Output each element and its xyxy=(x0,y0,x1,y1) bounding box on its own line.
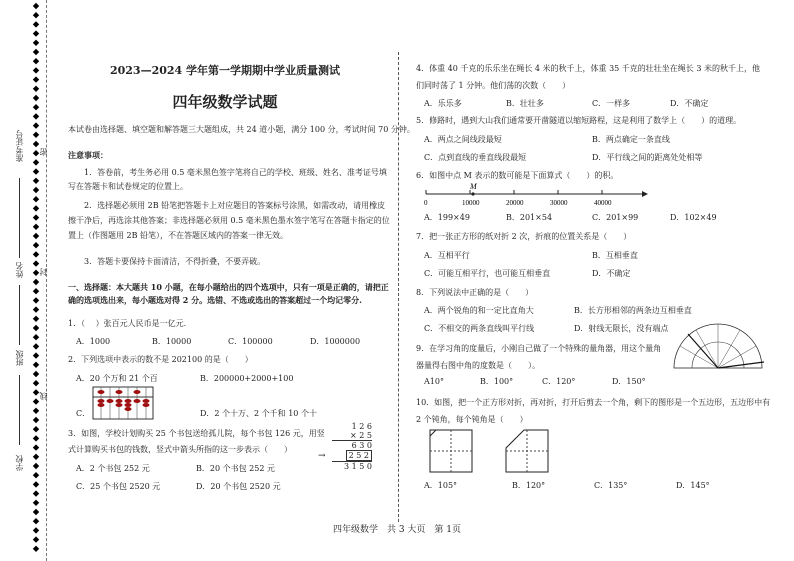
binding-dot xyxy=(33,21,39,27)
binding-dot xyxy=(33,76,39,82)
binding-dot xyxy=(33,316,39,322)
seal-line xyxy=(46,0,47,561)
q2-option-a[interactable]: A．20 个万和 21 个百 xyxy=(76,374,158,383)
binding-dot xyxy=(33,67,39,73)
binding-dot xyxy=(33,205,39,211)
q5-option-b[interactable]: B．两点确定一条直线 xyxy=(592,135,670,144)
binding-dot xyxy=(33,362,39,368)
q8-option-a[interactable]: A．两个锐角的和一定比直角大 xyxy=(424,306,534,315)
binding-dot xyxy=(33,288,39,294)
q7-option-d[interactable]: D．不确定 xyxy=(592,269,631,278)
q1-option-d[interactable]: D．1000000 xyxy=(310,337,361,346)
q9-option-d[interactable]: D．150° xyxy=(612,377,646,386)
binding-dot xyxy=(33,49,39,55)
binding-dot xyxy=(33,435,39,441)
q4-option-d[interactable]: D．不确定 xyxy=(670,99,709,108)
binding-dot xyxy=(33,113,39,119)
column-divider xyxy=(398,52,399,522)
q8-option-d[interactable]: D．射线无限长，没有端点 xyxy=(574,324,669,333)
q1-option-b[interactable]: B．10000 xyxy=(152,337,192,346)
axis-tick-4: 40000 xyxy=(594,199,612,207)
binding-dot xyxy=(33,95,39,101)
binding-dot xyxy=(33,536,39,542)
exam-id-blank xyxy=(19,178,20,258)
q6-stem: 6．如图中点 M 表示的数可能是下面算式（ ）的积。 xyxy=(416,171,619,180)
binding-dot xyxy=(33,104,39,110)
binding-dot xyxy=(33,546,39,552)
q1-option-a[interactable]: A．1000 xyxy=(76,337,111,346)
seal-char-1: 密 xyxy=(39,148,48,156)
q5-option-d[interactable]: D．平行线之间的距离处处相等 xyxy=(592,153,703,162)
q3-option-a[interactable]: A．2 个书包 252 元 xyxy=(76,464,150,473)
binding-dot xyxy=(33,187,39,193)
intro-text: 本试卷由选择题、填空题和解答题三大题组成，共 24 道小题，满分 100 分，考试时间 70 分钟。 xyxy=(68,125,415,134)
q6-option-a[interactable]: A．199×49 xyxy=(424,213,470,222)
q5-option-c[interactable]: C．点到直线的垂直线段最短 xyxy=(424,153,527,162)
q2-option-c[interactable]: C． xyxy=(76,409,91,418)
binding-dot xyxy=(33,481,39,487)
binding-dot xyxy=(33,306,39,312)
q7-option-c[interactable]: C．可能互相平行，也可能互相垂直 xyxy=(424,269,551,278)
binding-dot xyxy=(33,58,39,64)
axis-tick-2: 20000 xyxy=(506,199,524,207)
class-blank xyxy=(19,375,20,445)
note-1: 1．答卷前，考生务必用 0.5 毫米黑色签字笔将自己的学校、班级、姓名、准考证号填写在答题卡和试卷规定的位置上。 xyxy=(68,168,387,191)
abacus-image xyxy=(92,386,154,420)
q7-option-a[interactable]: A．互相平行 xyxy=(424,251,470,260)
class-label: 班级 xyxy=(15,350,24,366)
binding-dot xyxy=(33,233,39,239)
q6-option-d[interactable]: D．102×49 xyxy=(670,213,717,222)
q2-stem: 2．下列选项中表示的数不是 202100 的是（ ） xyxy=(68,355,253,364)
q5-option-a[interactable]: A．两点之间线段最短 xyxy=(424,135,502,144)
q8-option-b[interactable]: B．长方形相邻的两条边互相垂直 xyxy=(574,306,692,315)
binding-dot xyxy=(33,509,39,515)
binding-dot xyxy=(33,472,39,478)
binding-dot xyxy=(33,224,39,230)
binding-dot xyxy=(33,426,39,432)
paper-subtitle: 四年级数学试题 xyxy=(172,93,278,111)
q6-option-b[interactable]: B．201×54 xyxy=(506,213,553,222)
binding-dot xyxy=(33,463,39,469)
q10-option-a[interactable]: A．105° xyxy=(424,481,458,490)
number-line xyxy=(420,182,650,208)
notes-heading: 注意事项： xyxy=(68,150,108,160)
binding-dot xyxy=(33,86,39,92)
binding-dot xyxy=(33,3,39,9)
binding-dot xyxy=(33,242,39,248)
q7-stem: 7．把一张正方形的纸对折 2 次，折痕的位置关系是（ ） xyxy=(416,232,632,241)
calc-row-4: 2 5 2 xyxy=(346,450,372,461)
binding-dot xyxy=(33,500,39,506)
binding-dot xyxy=(33,260,39,266)
q9-option-c[interactable]: C．120° xyxy=(542,377,576,386)
q10-stem: 10．如图，把一个正方形对折，再对折，打开后剪去一个角，剩下的图形是一个五边形，五边形中有 2 个钝角，每个钝角是（ ） xyxy=(416,398,771,424)
binding-dot xyxy=(33,490,39,496)
binding-dot xyxy=(33,132,39,138)
binding-dot xyxy=(33,279,39,285)
q8-stem: 8．下列说法中正确的是（ ） xyxy=(416,288,534,297)
binding-dot xyxy=(33,334,39,340)
seal-char-3: 线 xyxy=(39,392,48,400)
binding-dot xyxy=(33,343,39,349)
q10-option-d[interactable]: D．145° xyxy=(676,481,710,490)
axis-tick-1: 10000 xyxy=(462,199,480,207)
name-label: 姓名 xyxy=(15,262,24,278)
q4-option-a[interactable]: A．乐乐多 xyxy=(424,99,462,108)
axis-tick-0: 0 xyxy=(424,199,428,207)
binding-dot xyxy=(33,417,39,423)
q3-option-c[interactable]: C．25 个书包 2520 元 xyxy=(76,482,161,491)
school-label: 学校 xyxy=(15,455,24,471)
binding-dots xyxy=(30,0,42,561)
section1-heading: 一、选择题：本大题共 10 小题，在每小题给出的四个选项中，只有一项是正确的，请把正确的选项选出来，每小题选对得 2 分。选错、不选或选出的答案超过一个均记零分. xyxy=(68,282,389,305)
binding-dot xyxy=(33,159,39,165)
binding-dot xyxy=(33,444,39,450)
binding-dot xyxy=(33,12,39,18)
binding-dot xyxy=(33,178,39,184)
binding-dot xyxy=(33,141,39,147)
q3-vertical-calc xyxy=(332,422,372,471)
binding-dot xyxy=(33,371,39,377)
binding-dot xyxy=(33,214,39,220)
binding-dot xyxy=(33,196,39,202)
protractor-image xyxy=(670,322,766,372)
q9-option-b[interactable]: B．100° xyxy=(480,377,514,386)
calc-row-3: 6 3 0 xyxy=(351,441,372,450)
binding-dot xyxy=(33,380,39,386)
binding-dot xyxy=(33,251,39,257)
q7-option-b[interactable]: B．互相垂直 xyxy=(592,251,638,260)
binding-dot xyxy=(33,168,39,174)
exam-title: 2023—2024 学年第一学期期中学业质量测试 xyxy=(109,64,341,77)
calc-row-2: × 2 5 xyxy=(332,431,372,441)
binding-dot xyxy=(33,30,39,36)
page-footer: 四年级数学 共 3 大页 第 1页 xyxy=(332,525,462,535)
calc-row-5: 3 1 5 0 xyxy=(332,461,372,471)
binding-dot xyxy=(33,454,39,460)
q2-option-b[interactable]: B．200000+2000+100 xyxy=(200,374,294,383)
q4-stem: 4．体重 40 千克的乐乐坐在绳长 4 米的秋千上，体重 35 千克的壮壮坐在绳长 3 米的秋千上，他们同时荡了 1 分钟。他们荡的次数（ ） xyxy=(416,64,760,90)
q9-stem: 9．在学习角的度量后，小刚自己做了一个特殊的量角器，用这个量角器量得右图中角的度数是（ ）。 xyxy=(416,344,662,370)
note-3: 3．答题卡要保持卡面清洁，不得折叠，不要弄破。 xyxy=(84,257,266,266)
q1-option-c[interactable]: C．100000 xyxy=(228,337,273,346)
binding-dot xyxy=(33,297,39,303)
q6-option-c[interactable]: C．201×99 xyxy=(592,213,639,222)
point-m xyxy=(471,192,474,195)
binding-dot xyxy=(33,122,39,128)
q5-stem: 5．修路时，遇到大山我们通常要开凿隧道以缩短路程，这是利用了数学上（ ）的道理。 xyxy=(416,116,742,125)
calc-row-1: 1 2 6 xyxy=(351,422,372,431)
q4-option-c[interactable]: C．一样多 xyxy=(592,99,631,108)
arrow-icon: → xyxy=(318,451,326,461)
q9-option-a[interactable]: A10° xyxy=(424,377,444,386)
axis-tick-3: 30000 xyxy=(550,199,568,207)
q10-option-b[interactable]: B．120° xyxy=(512,481,546,490)
q10-option-c[interactable]: C．135° xyxy=(594,481,628,490)
seal-char-2: 封 xyxy=(39,268,48,276)
q2-option-d[interactable]: D．2 个十万、2 个千和 10 个十 xyxy=(200,409,317,418)
q4-option-b[interactable]: B．壮壮多 xyxy=(506,99,544,108)
binding-dot xyxy=(33,40,39,46)
name-blank xyxy=(19,285,20,345)
folded-square-figure xyxy=(428,428,552,474)
q3-stem: 3．如图，学校计划购买 25 个书包送给孤儿院，每个书包 126 元，用竖式计算购买书包的钱数，竖式中箭头所指的这一步表示（ ） xyxy=(68,429,325,454)
exam-id-label: 准考证号 xyxy=(15,130,24,162)
q3-option-d[interactable]: D．20 个书包 2520 元 xyxy=(196,482,281,491)
q1-stem: 1．（ ）张百元人民币是一亿元. xyxy=(68,319,187,328)
note-2: 2．选择题必须用 2B 铅笔把答题卡上对应题目的答案标号涂黑，如需改动，请用橡皮擦干净后，再选涂其他答案；非选择题必须用 0.5 毫米黑色墨水签字笔写在答题卡指定的位置上（作图题用 2B 铅笔），不在答题区域内的答案一律无效。 xyxy=(68,201,390,240)
q8-option-c[interactable]: C．不相交的两条直线叫平行线 xyxy=(424,324,535,333)
point-m-label: M xyxy=(470,182,477,191)
q3-option-b[interactable]: B．20 个书包 252 元 xyxy=(196,464,275,473)
binding-dot xyxy=(33,408,39,414)
binding-dot xyxy=(33,352,39,358)
binding-dot xyxy=(33,325,39,331)
